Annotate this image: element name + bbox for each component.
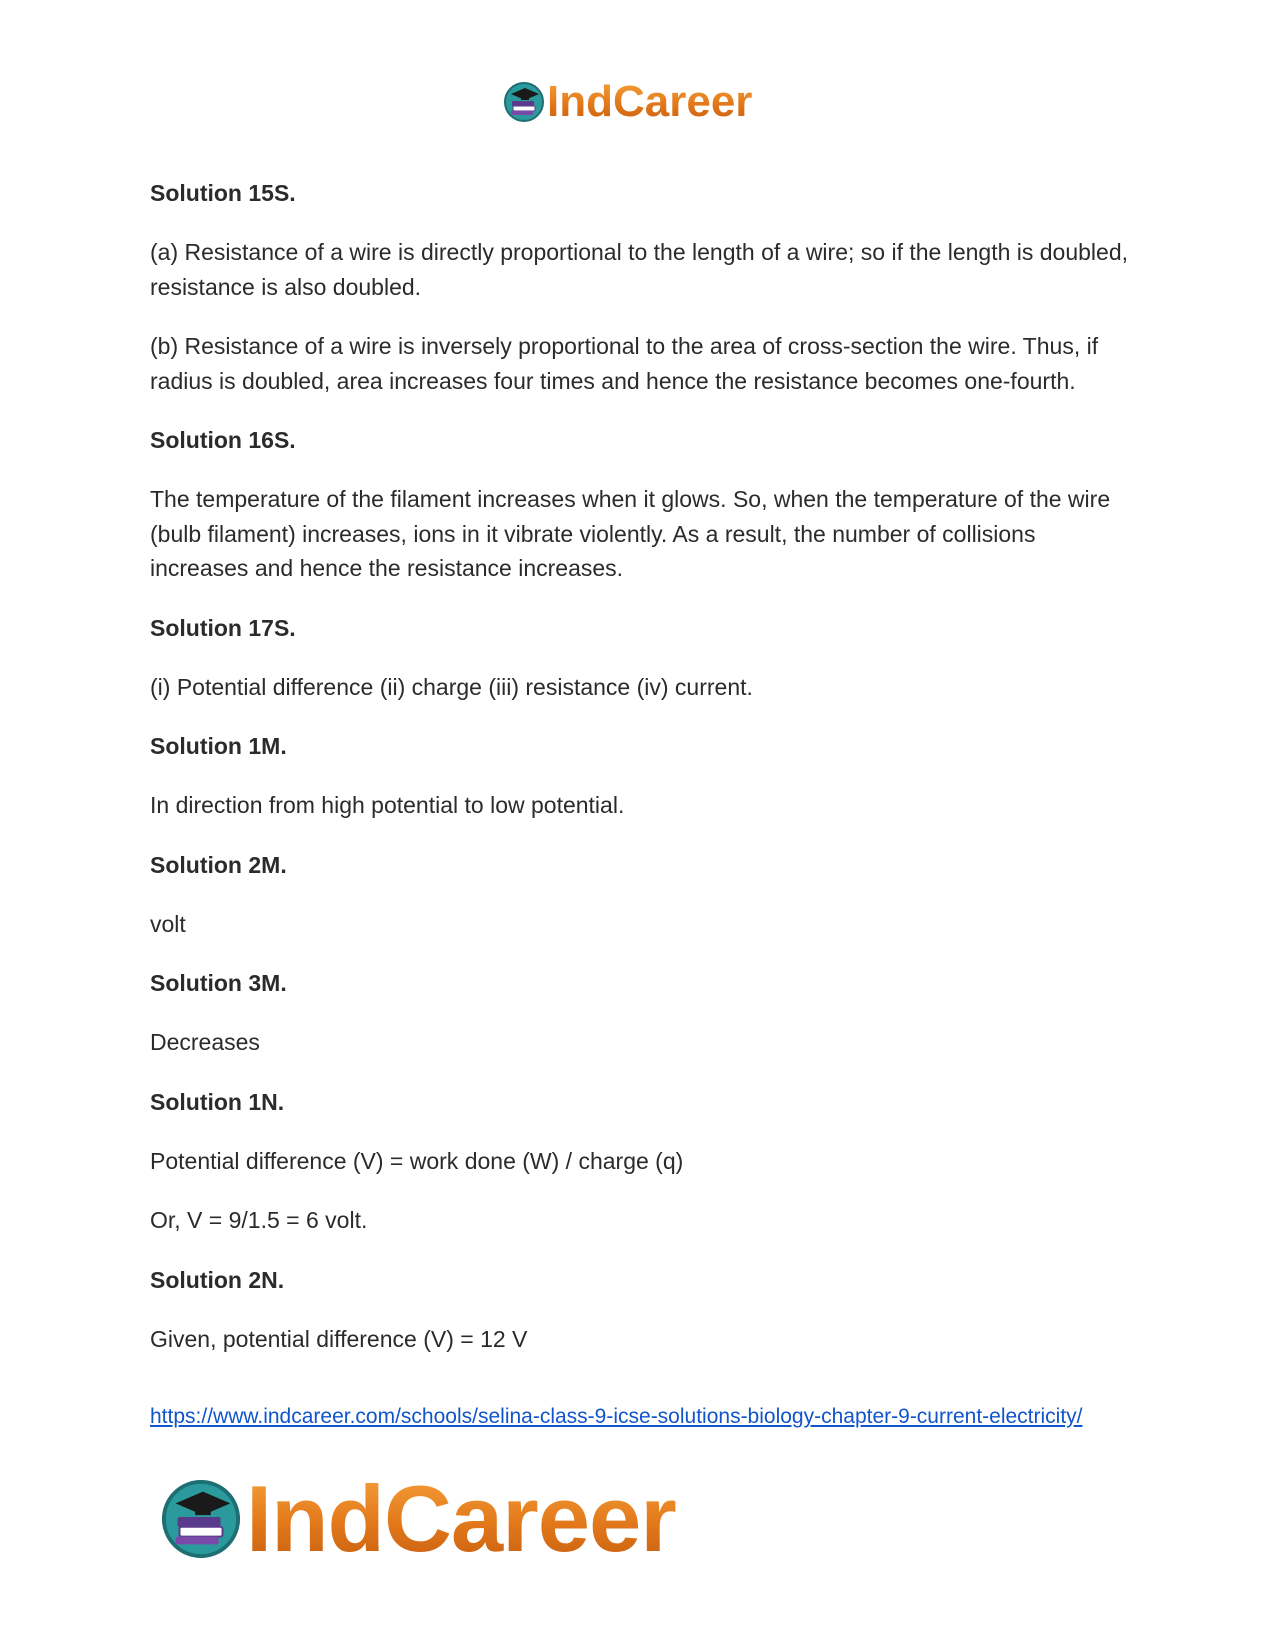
paragraph: Decreases xyxy=(150,1029,260,1055)
solution-heading: Solution 16S. xyxy=(150,427,296,453)
footer-logo-text: IndCareer xyxy=(246,1466,676,1571)
header-logo xyxy=(503,77,753,126)
paragraph: In direction from high potential to low potential. xyxy=(150,792,625,818)
paragraph: (b) Resistance of a wire is inversely proportional to the area of cross-section the wire. Thus, if radius is doubled, area increases four times and hence the resistance becomes one-fourth. xyxy=(150,333,1099,394)
solution-heading: Solution 1N. xyxy=(150,1088,285,1115)
document-body xyxy=(150,176,1130,1381)
solution-heading: Solution 2M. xyxy=(150,851,287,878)
solution-heading: Solution 15S. xyxy=(150,180,296,206)
paragraph: The temperature of the filament increases when it glows. So, when the temperature of the wire (bulb filament) increases, ions in it vibrate violently. As a result, the number of collisions increases and hence the resistance increases. xyxy=(150,486,1111,581)
source-link[interactable]: https://www.indcareer.com/schools/selina-class-9-icse-solutions-biology-chapter-9-current-electricity/ xyxy=(150,1405,1083,1428)
paragraph: Given, potential difference (V) = 12 V xyxy=(150,1325,528,1352)
graduation-book-icon xyxy=(160,1478,242,1560)
graduation-book-icon xyxy=(503,81,545,123)
paragraph: (i) Potential difference (ii) charge (iii) resistance (iv) current. xyxy=(150,673,753,700)
paragraph: Potential difference (V) = work done (W) / charge (q) xyxy=(150,1147,684,1174)
header-logo-text: IndCareer xyxy=(547,77,753,126)
paragraph: (a) Resistance of a wire is directly proportional to the length of a wire; so if the length is doubled, resistance is also doubled. xyxy=(150,239,1129,300)
solution-heading: Solution 17S. xyxy=(150,614,296,641)
footer-logo xyxy=(160,1466,676,1571)
solution-heading: Solution 3M. xyxy=(150,970,287,996)
solution-heading: Solution 1M. xyxy=(150,733,287,759)
paragraph: Or, V = 9/1.5 = 6 volt. xyxy=(150,1207,368,1233)
solution-heading: Solution 2N. xyxy=(150,1266,285,1293)
paragraph: volt xyxy=(150,910,186,937)
